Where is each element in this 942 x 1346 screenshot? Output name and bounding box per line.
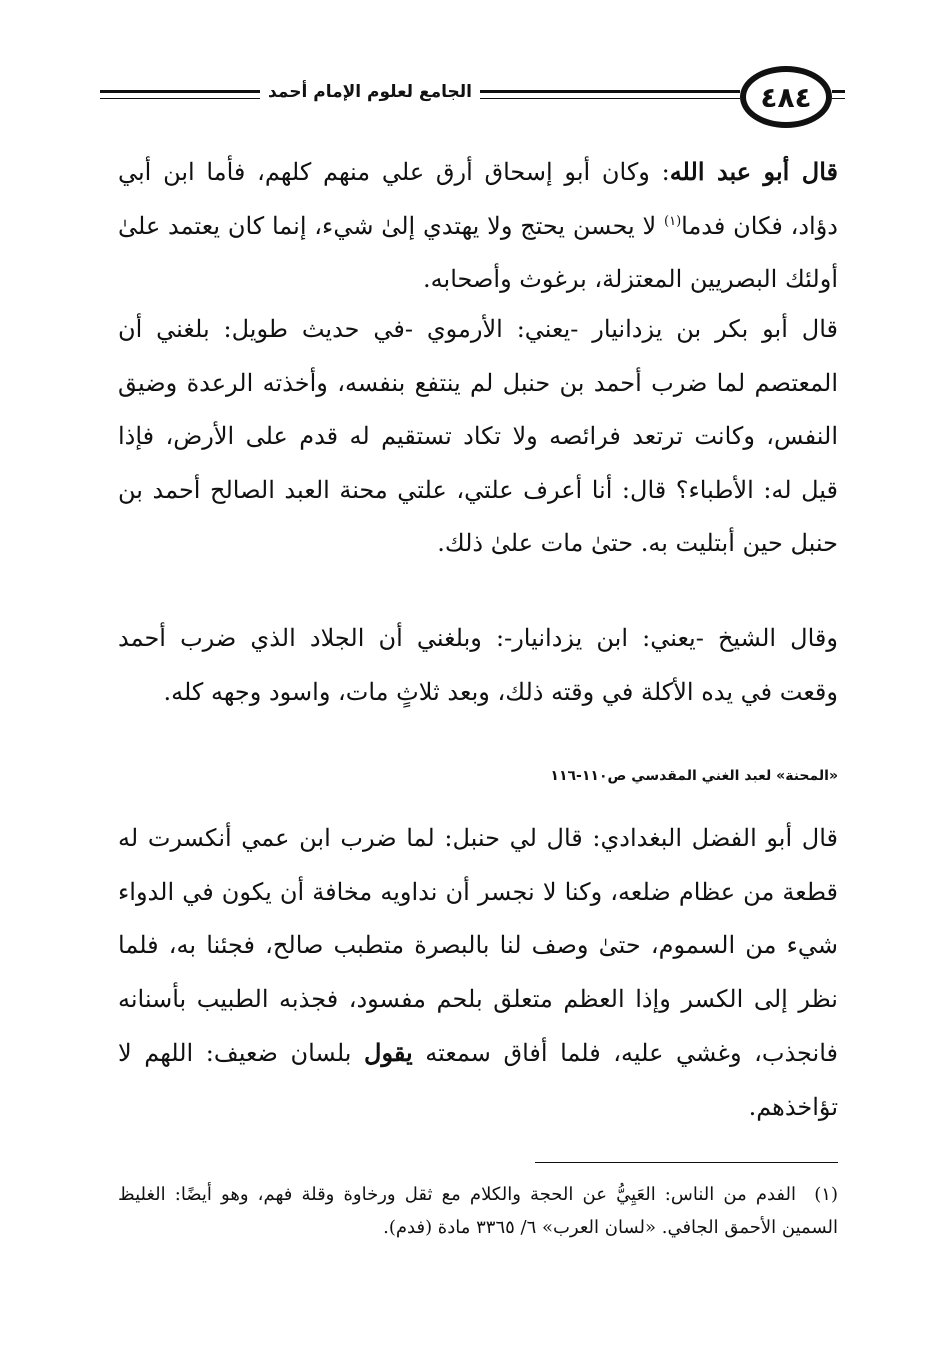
footnote: [118, 1178, 838, 1244]
header-rule-middle-inner: [480, 98, 740, 99]
footnote-separator: [535, 1162, 838, 1163]
header-rule-right-inner: [832, 98, 845, 99]
paragraph-4-text-b: بلسان ضعيف: اللهم لا تؤاخذهم.: [118, 1039, 838, 1121]
footnote-ref-1: (١): [664, 213, 682, 229]
header-rule-left-outer: [100, 90, 260, 93]
source-citation: «المحنة» لعبد الغني المقدسي ص١١٠-١١٦: [550, 768, 838, 784]
page-header: [100, 60, 845, 140]
header-rule-middle-outer: [480, 90, 740, 93]
paragraph-4-bold: يقول: [364, 1038, 413, 1067]
paragraph-4: [118, 812, 838, 1134]
paragraph-2: قال أبو بكر بن يزدانيار -يعني: الأرموي -في حديث طويل: بلغني أن المعتصم لما ضرب أحمد بن حنبل لم ينتفع بنفسه، وأخذته الرعدة وضيق النفس، وكانت ترتعد فرائصه ولا تكاد تستقيم له قدم على الأرض، فإذا قيل له: الأطباء؟ قال: أنا أعرف علتي، علتي محنة العبد الصالح أحمد بن حنبل حين أبتليت به. حتىٰ مات علىٰ ذلك.: [118, 315, 838, 557]
page-number: ٤٨٤: [740, 66, 832, 128]
paragraph-1-text-a: : وكان أبو إسحاق أرق علي منهم كلهم، فأما ابن أبي دؤاد، فكان فدما: [118, 158, 838, 240]
header-rule-left-inner: [100, 98, 260, 99]
paragraph-3: وقال الشيخ -يعني: ابن يزدانيار-: وبلغني أن الجلاد الذي ضرب أحمد وقعت في يده الأكلة في وقته ذلك، وبعد ثلاثٍ مات، واسود وجهه كله.: [118, 624, 838, 706]
header-rule-right-outer: [832, 90, 845, 93]
footnote-marker: (١): [814, 1184, 838, 1205]
paragraph-4-text-a: قال أبو الفضل البغدادي: قال لي حنبل: لما ضرب ابن عمي أنكسرت له قطعة من عظام ضلعه، وكنا لا نجسر أن نداويه مخافة أن يكون في الدواء شيء من السموم، حتىٰ وصف لنا بالبصرة متطبب صالح، فجئنا به، فلما نظر إلى الكسر وإذا العظم متعلق بلحم مفسود، فجذبه الطبيب بأسنانه فانجذب، وغشي عليه، فلما أفاق سمعته: [118, 824, 838, 1067]
paragraph-1-speaker: قال أبو عبد الله: [669, 157, 838, 186]
footnote-text: الفدم من الناس: العَيِيُّ عن الحجة والكلام مع ثقل ورخاوة وقلة فهم، وهو أيضًا: الغليظ السمين الأحمق الجافي. «لسان العرب» ٦/ ٣٣٦٥ مادة (فدم).: [118, 1184, 838, 1238]
paragraph-1-text-b: لا يحسن يحتج ولا يهتدي إلىٰ شيء، إنما كان يعتمد علىٰ أولئك البصريين المعتزلة، برغوث وأصحابه.: [118, 211, 838, 293]
paragraph-1: [118, 145, 838, 307]
running-title: الجامع لعلوم الإمام أحمد: [268, 82, 472, 102]
